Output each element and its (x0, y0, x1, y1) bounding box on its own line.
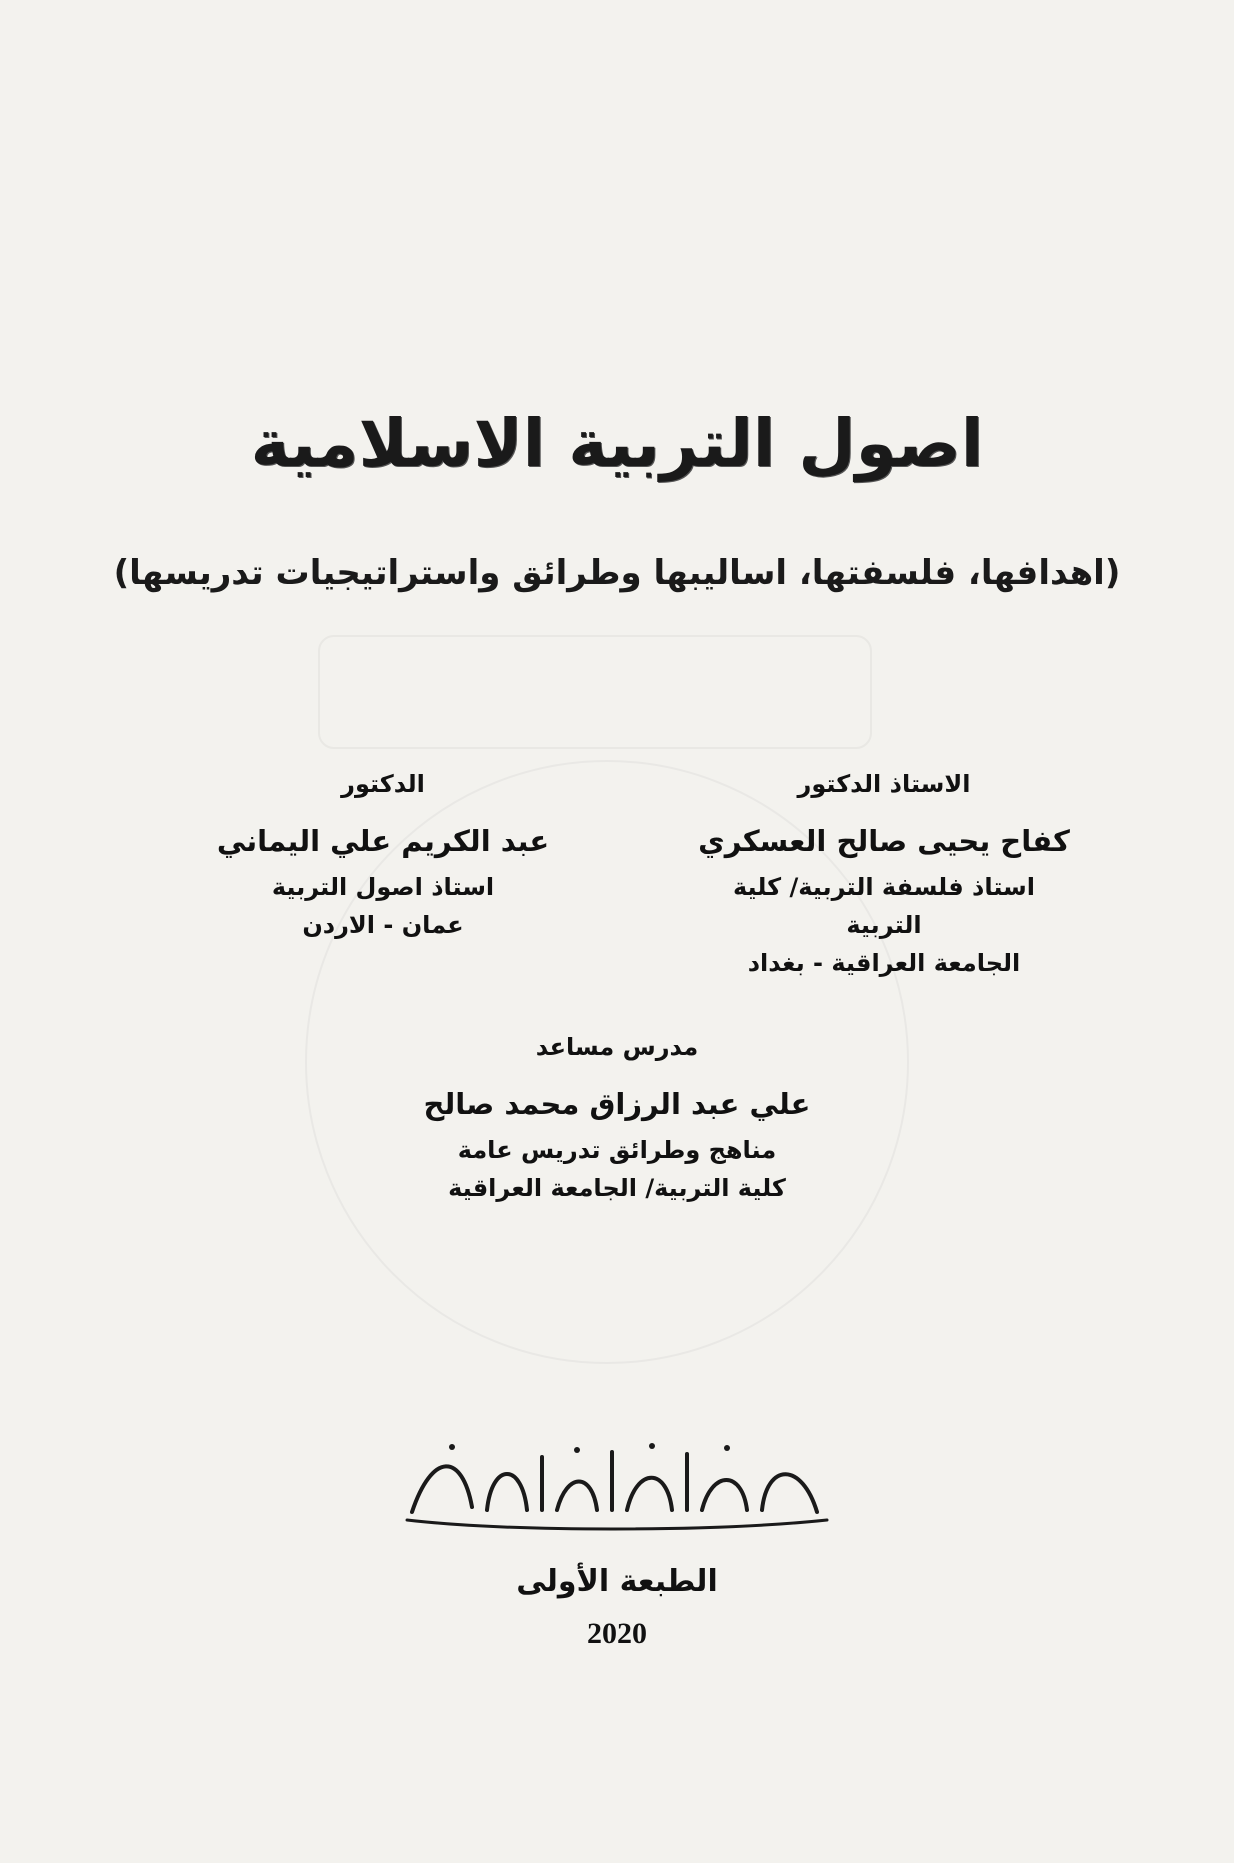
author-third-specialty: مناهج وطرائق تدريس عامة (457, 1136, 777, 1164)
author-first-location: الجامعة العراقية - بغداد (747, 949, 1021, 977)
author-third-name: علي عبد الرزاق محمد صالح (423, 1087, 811, 1121)
author-third-role: مدرس مساعد (535, 1033, 699, 1061)
edition-label: الطبعة الأولى (516, 1564, 718, 1599)
bleed-through-frame (318, 635, 872, 749)
author-third-affiliation: كلية التربية/ الجامعة العراقية (448, 1174, 786, 1202)
author-second-name: عبد الكريم علي اليماني (216, 824, 550, 858)
author-second-role: الدكتور (341, 770, 425, 798)
book-title: اصول التربية الاسلامية (250, 405, 984, 482)
author-first-position: استاذ فلسفة التربية/ كلية التربية (733, 873, 1035, 939)
author-third (0, 1033, 1234, 1207)
author-first-name: كفاح يحيى صالح العسكري (698, 824, 1070, 858)
book-subtitle: (اهدافها، فلسفتها، اساليبها وطرائق واستراتيجيات تدريسها) (113, 553, 1121, 593)
publication-year: 2020 (587, 1617, 647, 1650)
author-second-position: استاذ اصول التربية (271, 873, 495, 901)
author-second-location: عمان - الاردن (302, 911, 464, 939)
author-second (198, 770, 568, 944)
author-first-role: الاستاذ الدكتور (797, 770, 971, 798)
author-first (694, 770, 1074, 982)
publisher-logo (392, 1432, 842, 1542)
